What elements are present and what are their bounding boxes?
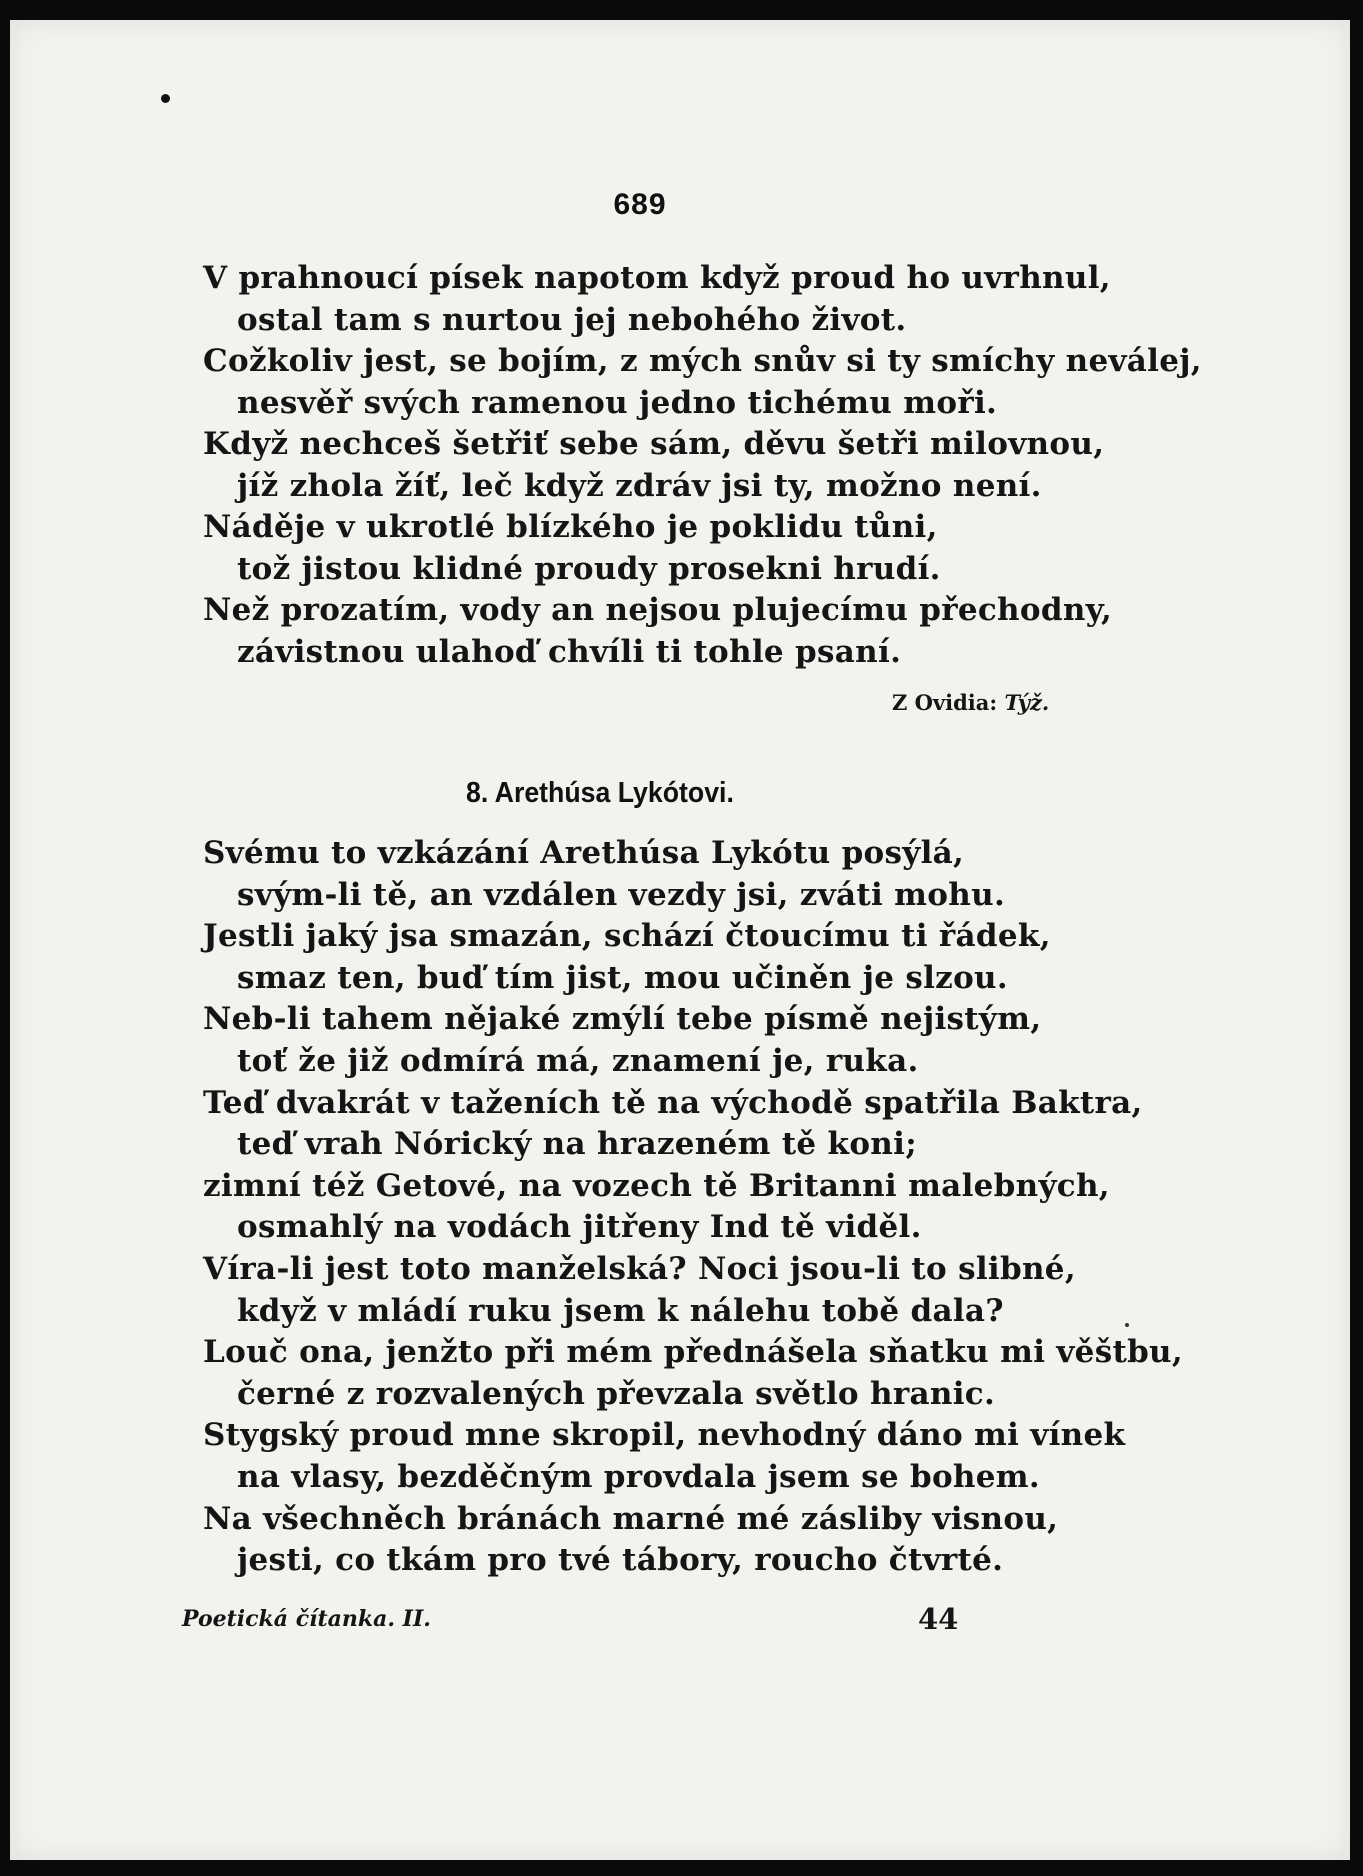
- ink-dot: [161, 94, 170, 103]
- book-page: [10, 20, 1350, 1860]
- verse-line: toť že již odmírá má, znamení je, ruka.: [237, 1043, 919, 1079]
- verse-line: jíž zhola žíť, leč když zdráv jsi ty, možno není.: [237, 467, 1042, 504]
- verse-line: osmahlý na vodách jitřeny Ind tě viděl.: [237, 1209, 922, 1246]
- poem-title: 8. Arethúsa Lykótovi.: [466, 777, 734, 809]
- verse-line: na vlasy, bezděčným provdala jsem se bohem.: [237, 1459, 1040, 1495]
- verse-line: V prahnoucí písek napotom když proud ho uvrhnul,: [203, 260, 1111, 296]
- verse-line: teď vrah Nórický na hrazeném tě koni;: [237, 1126, 917, 1163]
- page-number: 689: [613, 188, 667, 221]
- attribution-source: Z Ovidia:: [892, 690, 998, 715]
- verse-line: jesti, co tkám pro tvé tábory, roucho čtvrté.: [237, 1542, 1004, 1579]
- verse-line: tož jistou klidné proudy prosekni hrudí.: [237, 550, 941, 587]
- footer-sheet-number: 44: [918, 1602, 959, 1636]
- attribution: [892, 690, 1049, 715]
- footer-signature: Poetická čítanka. II.: [182, 1606, 431, 1632]
- verse-line: závistnou ulahoď chvíli ti tohle psaní.: [237, 633, 902, 670]
- verse-line: Stygský proud mne skropil, nevhodný dáno mi vínek: [203, 1417, 1126, 1454]
- verse-line: Náděje v ukrotlé blízkého je poklidu tůni,: [203, 509, 938, 545]
- attribution-author: Týž.: [1004, 690, 1050, 715]
- verse-line: Teď dvakrát v taženích tě na východě spatřila Baktra,: [203, 1084, 1143, 1121]
- verse-line: černé z rozvalených převzala světlo hranic.: [237, 1375, 996, 1412]
- verse-line: Než prozatím, vody an nejsou plujecímu přechodny,: [203, 592, 1113, 628]
- verse-line: Na všechněch bránách marné mé zásliby visnou,: [203, 1500, 1059, 1537]
- verse-line: ostal tam s nurtou jej nebohého život.: [237, 301, 907, 338]
- verse-line: svým-li tě, an vzdálen vezdy jsi, zváti mohu.: [237, 876, 1006, 913]
- verse-line: Louč ona, jenžto při mém přednášela sňatku mi věštbu,: [203, 1334, 1183, 1371]
- verse-line: smaz ten, buď tím jist, mou učiněn je slzou.: [237, 959, 1008, 996]
- verse-line: Když nechceš šetřiť sebe sám, děvu šetři milovnou,: [203, 426, 1105, 462]
- ink-speck: [1125, 1323, 1129, 1327]
- verse-line: Svému to vzkázání Arethúsa Lykótu posýlá,: [203, 835, 965, 871]
- verse-line: zimní též Getové, na vozech tě Britanni malebných,: [203, 1167, 1110, 1204]
- verse-line: Jestli jaký jsa smazán, schází čtoucímu ti řádek,: [203, 918, 1051, 955]
- verse-line: Neb-li tahem nějaké zmýlí tebe písmě nejistým,: [203, 1001, 1042, 1038]
- verse-line: Cožkoliv jest, se bojím, z mých snův si ty smíchy neválej,: [203, 343, 1202, 379]
- verse-line: nesvěř svých ramenou jedno tichému moři.: [237, 384, 998, 421]
- verse-line: když v mládí ruku jsem k nálehu tobě dala?: [237, 1292, 1004, 1329]
- verse-line: Víra-li jest toto manželská? Noci jsou-li to slibné,: [203, 1251, 1076, 1287]
